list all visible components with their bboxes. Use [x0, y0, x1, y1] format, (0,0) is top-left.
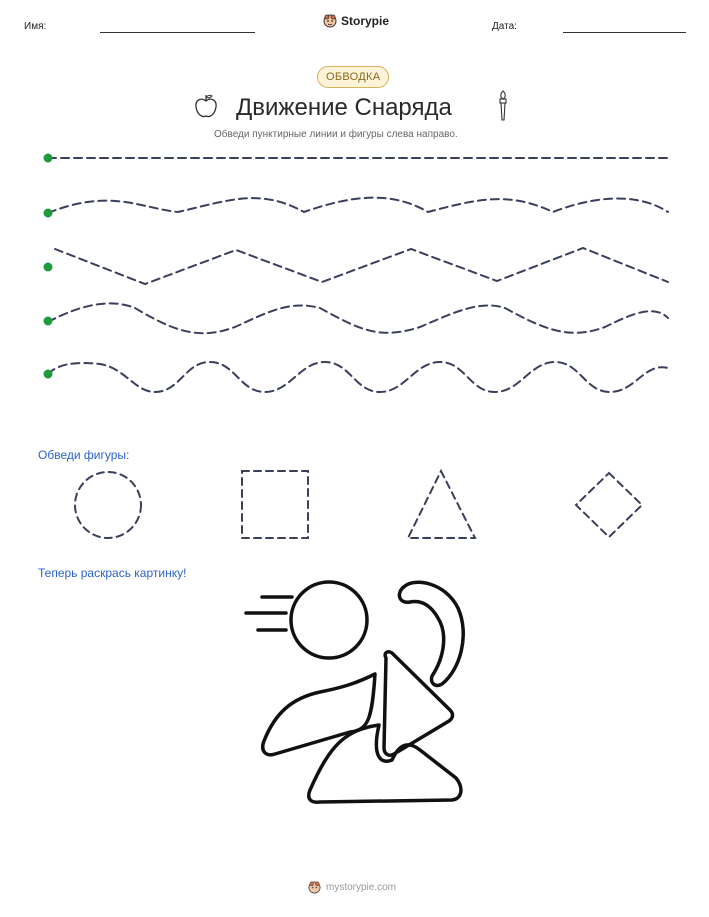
instructions-text: Обведи пунктирные линии и фигуры слева направо. — [214, 129, 458, 140]
trace-shapes — [0, 462, 709, 547]
category-badge: ОБВОДКА — [317, 66, 389, 88]
brand-logo — [323, 14, 389, 28]
body-shape — [263, 674, 375, 755]
start-dot-4 — [44, 317, 53, 326]
trace-circle — [75, 472, 141, 538]
start-dot-1 — [44, 154, 53, 163]
name-label: Имя: — [24, 21, 47, 32]
coloring-section-label: Теперь раскрась картинку! — [38, 566, 187, 580]
tracing-lines — [0, 140, 709, 410]
brand-name: Storypie — [341, 14, 390, 28]
date-label: Дата: — [492, 21, 517, 32]
storypie-logo-icon — [323, 14, 337, 28]
tracing-line-gentle-wave — [48, 198, 668, 213]
tracing-line-wave — [48, 303, 668, 333]
name-line[interactable] — [100, 32, 255, 33]
apple-icon — [193, 92, 219, 120]
date-line[interactable] — [563, 32, 686, 33]
trace-square — [242, 471, 308, 538]
start-dot-5 — [44, 370, 53, 379]
tracing-line-zigzag — [55, 248, 668, 284]
start-dot-3 — [44, 263, 53, 272]
trace-triangle — [408, 471, 475, 538]
storypie-logo-icon — [308, 881, 321, 894]
footer — [308, 881, 396, 894]
shapes-section-label: Обведи фигуры: — [38, 448, 130, 462]
start-dot-2 — [44, 209, 53, 218]
trace-diamond — [576, 473, 642, 537]
coloring-picture — [0, 570, 709, 810]
footer-link[interactable]: mystorypie.com — [326, 882, 397, 893]
triangle-shape — [384, 652, 453, 755]
torch-icon — [496, 90, 510, 122]
tracing-line-bumpy-wave — [48, 362, 668, 392]
page-title: Движение Снаряда — [236, 94, 452, 121]
head-circle — [291, 582, 367, 658]
